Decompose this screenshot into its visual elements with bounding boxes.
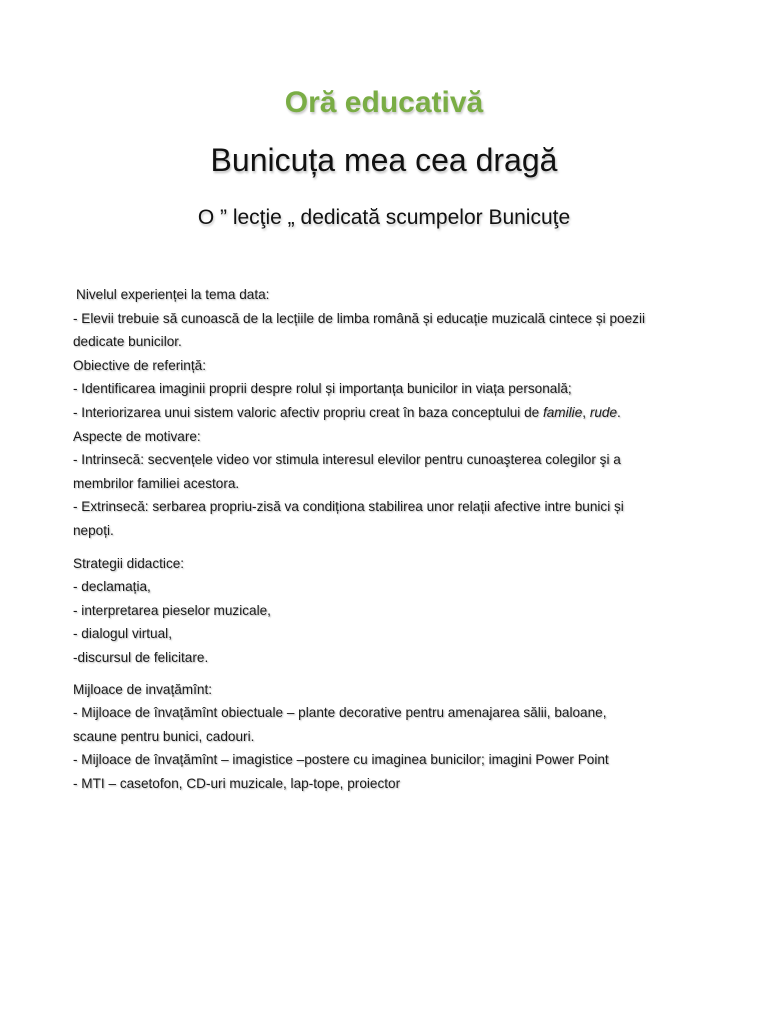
- document-title: Bunicuța mea cea dragă: [210, 142, 558, 178]
- body-line: membrilor familiei acestora.: [73, 475, 240, 491]
- section-heading-nivel: Nivelul experienței la tema data:: [76, 287, 270, 302]
- list-item: - interpretarea pieselor muzicale,: [73, 602, 271, 618]
- body-line: - Identificarea imaginii proprii despre rolul și importanța bunicilor in viața personală;: [73, 381, 572, 397]
- list-item: - dialogul virtual,: [73, 626, 172, 642]
- section-heading-obiective: Obiective de referință:: [73, 357, 206, 373]
- body-text: ,: [582, 404, 590, 420]
- document-subtitle: O ” lecţie „ dedicată scumpelor Bunicuţe: [197, 206, 571, 229]
- document-kicker: Oră educativă: [284, 86, 484, 119]
- document-body: [73, 283, 693, 795]
- body-line: nepoți.: [73, 522, 114, 538]
- body-line: - Mijloace de învațămînt – imagistice –postere cu imaginea bunicilor; imagini Power Point: [73, 752, 609, 768]
- section-heading-mijloace: Mijloace de invațămînt:: [73, 681, 213, 697]
- body-line: scaune pentru bunici, cadouri.: [73, 728, 255, 744]
- body-emphasis: rude: [589, 404, 618, 420]
- section-heading-motivare: Aspecte de motivare:: [73, 428, 201, 444]
- list-item: - declamația,: [73, 579, 151, 595]
- body-line: - MTI – casetofon, CD-uri muzicale, lap-tope, proiector: [73, 775, 401, 791]
- body-text: - Interiorizarea unui sistem valoric afectiv propriu creat în baza conceptului de: [73, 404, 543, 420]
- body-text: .: [617, 404, 621, 420]
- body-line: - Intrinsecă: secvențele video vor stimula interesul elevilor pentru cunoaşterea colegilor şi a: [73, 452, 621, 468]
- body-line: - Elevii trebuie să cunoască de la lecțiile de limba română și educație muzicală cintece și poezii: [73, 310, 645, 326]
- list-item: -discursul de felicitare.: [73, 649, 209, 665]
- section-heading-strategii: Strategii didactice:: [73, 555, 185, 571]
- body-line: - Extrinsecă: serbarea propriu-zisă va condiționa stabilirea unor relații afective intre bunici și: [73, 499, 624, 515]
- body-line: - Mijloace de învațămînt obiectuale – plante decorative pentru amenajarea sălii, baloane,: [73, 705, 607, 721]
- body-line: dedicate bunicilor.: [73, 334, 182, 350]
- body-emphasis: familie: [542, 404, 583, 420]
- body-line: [73, 401, 693, 425]
